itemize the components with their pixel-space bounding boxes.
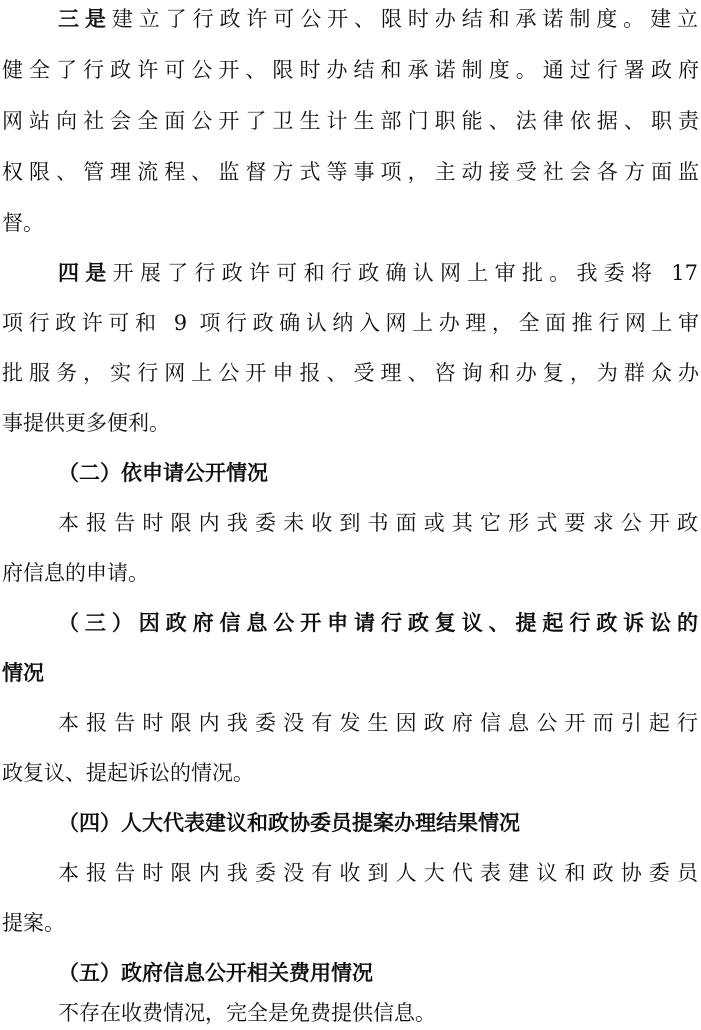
paragraph-line: 权限、管理流程、监督方式等事项，主动接受社会各方面监 [2,160,699,184]
section-heading: （三）因政府信息公开申请行政复议、提起行政诉讼的 [58,610,698,635]
paragraph-line: 四是开展了行政许可和行政确认网上审批。我委将 17 [58,260,698,285]
paragraph-line: 网站向社会全面公开了卫生计生部门职能、法律依据、职责 [2,109,699,133]
paragraph-line: 提案。 [2,911,65,935]
paragraph-lead: 四是 [58,260,113,285]
paragraph-line: 本报告时限内我委没有收到人大代表建议和政协委员 [58,861,698,885]
paragraph-line: 三是建立了行政许可公开、限时办结和承诺制度。建立 [58,6,698,31]
paragraph-line: 项行政许可和 9 项行政确认纳入网上办理，全面推行网上审 [2,311,699,335]
section-heading: （四）人大代表建议和政协委员提案办理结果情况 [58,810,520,835]
paragraph-line: 督。 [2,211,44,235]
paragraph-line: 本报告时限内我委没有发生因政府信息公开而引起行 [58,711,698,735]
paragraph-line: 健全了行政许可公开、限时办结和承诺制度。通过行署政府 [2,58,699,82]
paragraph-line: 批服务，实行网上公开申报、受理、咨询和办复，为群众办 [2,361,699,385]
paragraph-line: 府信息的申请。 [2,561,149,585]
section-heading: 情况 [2,660,44,685]
paragraph-line: 政复议、提起诉讼的情况。 [2,761,254,785]
paragraph-line: 本报告时限内我委未收到书面或其它形式要求公开政 [58,511,698,535]
paragraph-lead: 三是 [58,6,112,31]
paragraph-line: 事提供更多便利。 [2,411,170,435]
section-heading: （二）依申请公开情况 [58,460,268,485]
paragraph-line: 不存在收费情况，完全是免费提供信息。 [58,1001,436,1025]
section-heading: （五）政府信息公开相关费用情况 [58,960,373,985]
